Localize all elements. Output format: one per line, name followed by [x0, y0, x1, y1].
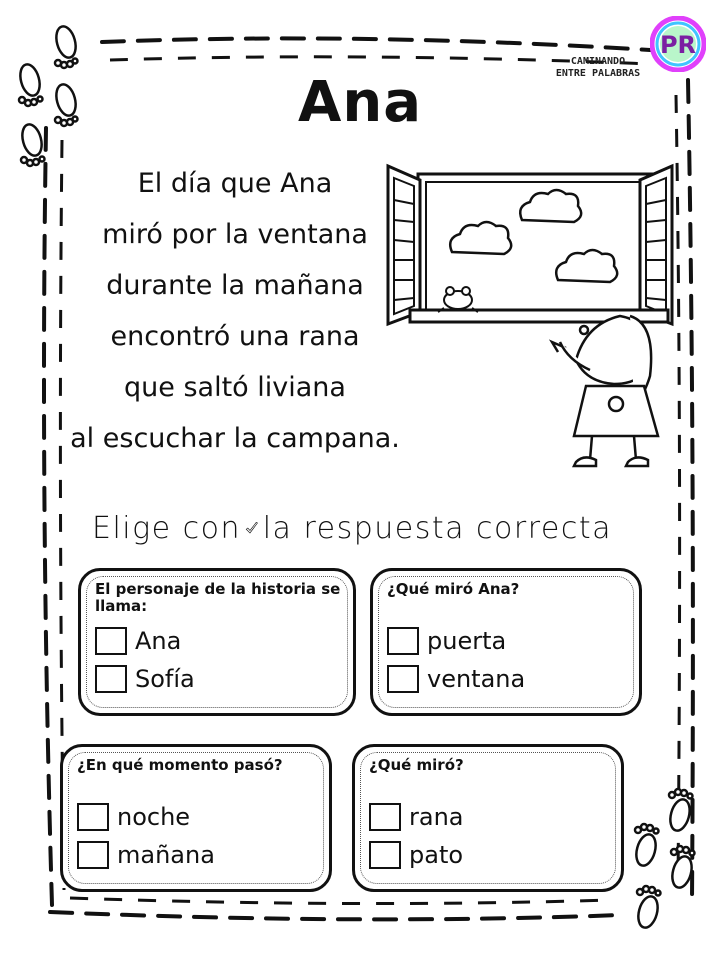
- answer-option: [369, 803, 464, 831]
- answer-option: [387, 627, 506, 655]
- question-card: [352, 744, 624, 892]
- answer-option: [95, 665, 195, 693]
- answer-option: [369, 841, 463, 869]
- answer-checkbox[interactable]: [387, 627, 419, 655]
- answer-option: [77, 803, 190, 831]
- instruction-after: la respuesta correcta: [262, 510, 612, 546]
- answer-label: Ana: [135, 627, 182, 655]
- question-text: ¿Qué miró?: [369, 756, 464, 774]
- question-card: [60, 744, 332, 892]
- logo-badge-text: PR: [659, 31, 697, 59]
- answer-label: pato: [409, 841, 464, 869]
- question-card: [370, 568, 642, 716]
- poem-line: miró por la ventana: [102, 219, 368, 250]
- answer-label: noche: [117, 803, 191, 831]
- answer-option: [387, 665, 525, 693]
- logo-badge-icon: [650, 16, 706, 72]
- answer-checkbox[interactable]: [95, 627, 127, 655]
- poem-line: que saltó liviana: [124, 372, 346, 403]
- question-text: ¿En qué momento pasó?: [77, 756, 283, 774]
- poem-line: El día que Ana: [137, 168, 333, 199]
- answer-checkbox[interactable]: [95, 665, 127, 693]
- answer-checkbox[interactable]: [77, 841, 109, 869]
- girl-icon: [552, 316, 658, 466]
- answer-option: [77, 841, 215, 869]
- poem-line: al escuchar la campana.: [70, 423, 400, 454]
- page-title: Ana: [298, 70, 422, 135]
- window-girl-illustration: [380, 160, 680, 480]
- answer-label: puerta: [427, 627, 507, 655]
- checkmark-icon: [245, 508, 259, 548]
- poem-line: durante la mañana: [106, 270, 364, 301]
- logo-line-2: ENTRE PALABRAS: [555, 68, 641, 79]
- poem-line: encontró una rana: [110, 321, 360, 352]
- answer-checkbox[interactable]: [369, 803, 401, 831]
- answer-checkbox[interactable]: [77, 803, 109, 831]
- logo-line-1: CAMINANDO: [570, 56, 626, 67]
- instruction: [92, 508, 612, 548]
- answer-label: mañana: [117, 841, 215, 869]
- answer-label: ventana: [427, 665, 526, 693]
- answer-option: [95, 627, 181, 655]
- instruction-before: Elige con: [92, 510, 241, 546]
- answer-label: Sofía: [135, 665, 195, 693]
- answer-checkbox[interactable]: [369, 841, 401, 869]
- poem: [55, 158, 415, 464]
- question-text: El personaje de la historia se llama:: [95, 580, 341, 615]
- answer-label: rana: [409, 803, 464, 831]
- question-text: ¿Qué miró Ana?: [387, 580, 520, 598]
- question-card: [78, 568, 356, 716]
- answer-checkbox[interactable]: [387, 665, 419, 693]
- footprint-icon: [633, 789, 695, 930]
